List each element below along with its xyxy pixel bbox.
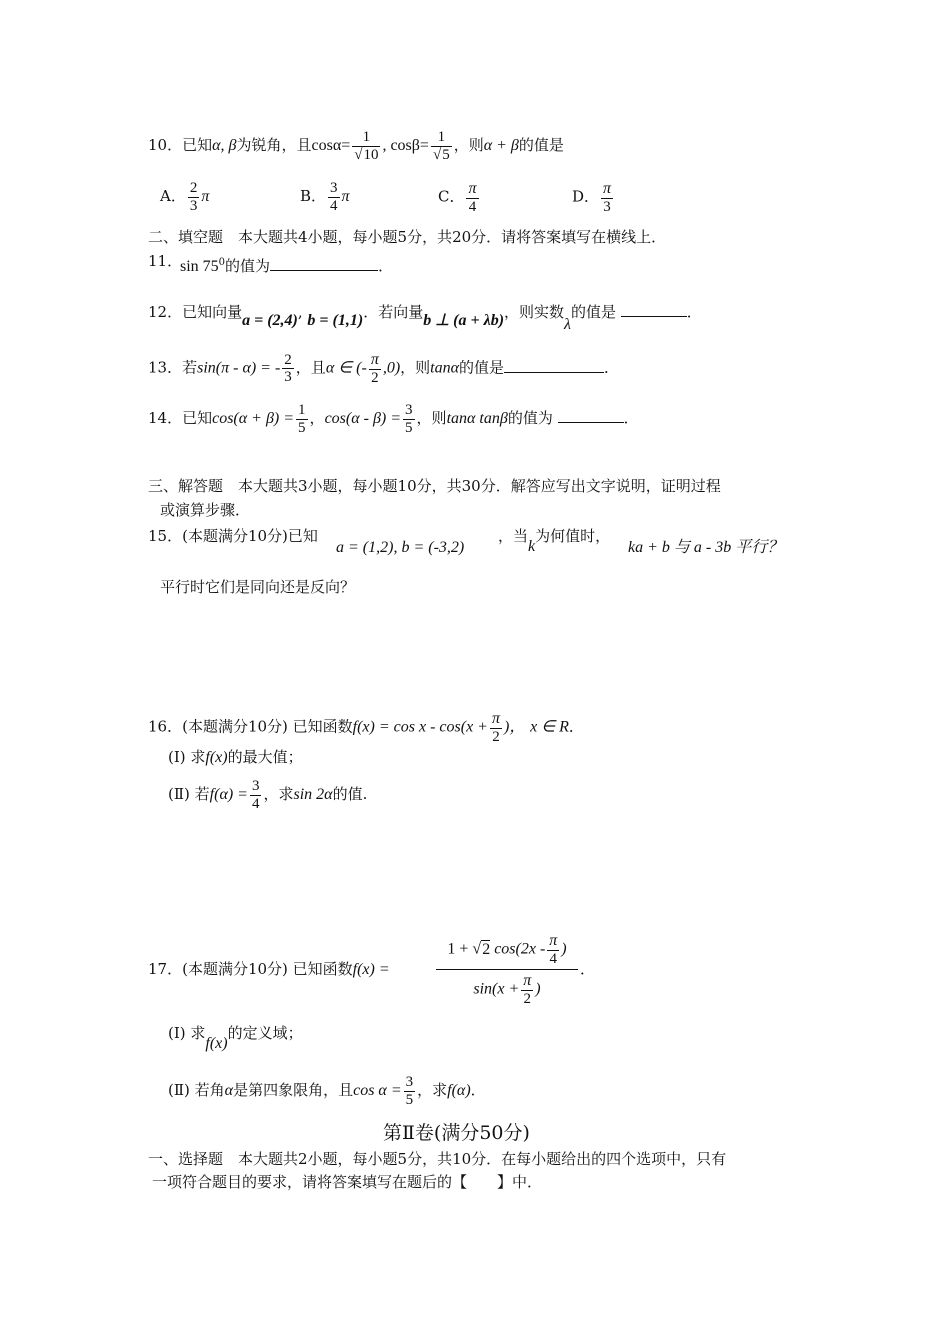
section-3-header: 三、解答题 本大题共3小题，每小题10分，共30分．解答应写出文字说明，证明过程 xyxy=(148,477,721,495)
part-2-title: 第Ⅱ卷(满分50分) xyxy=(383,1122,530,1144)
question-12: 12．已知向量a = (2,4), b = (1,1)．若向量b ⊥ (a + λb)，则实数λ的值是 ． xyxy=(148,303,702,333)
q14-blank xyxy=(558,421,624,423)
q15-line2: 平行时它们是同向还是反向？ xyxy=(160,578,356,596)
q17-end: ． xyxy=(580,960,596,978)
q10-option-a: A． $\frac{2}{3}$ π xyxy=(160,180,210,214)
q17-fraction xyxy=(436,932,578,1007)
q10-sum: α + β xyxy=(483,137,519,154)
question-16: 16．(本题满分10分) 已知函数f(x) = cos x - cos(x + $\frac{\pi}{2}$ )， x ∈ R． xyxy=(148,710,584,745)
q10-label: 10．已知 xyxy=(148,136,213,154)
q15-expr: ka + b 与 a - 3b 平行？ xyxy=(628,539,784,556)
q10-text: 为锐角，且 xyxy=(236,136,312,154)
q16-part1: (Ⅰ) 求f(x)的最大值； xyxy=(168,748,303,766)
q11-blank xyxy=(270,269,378,271)
q12-blank xyxy=(621,315,687,317)
q17-part1: (Ⅰ) 求f(x)的定义域； xyxy=(168,1024,303,1052)
q10-option-c: C． $\frac{\pi}{4}$ xyxy=(438,180,477,215)
q12-vector-a: a = (2,4) xyxy=(242,312,298,329)
q10-frac1: $\frac{1}{√10}$ xyxy=(354,129,379,163)
question-14: 14．已知cos(α + β) = $\frac{1}{5}$ ，cos(α - β) = $\frac{3}{5}$ ，则tanα tanβ的值为 ． xyxy=(148,402,639,436)
q17-numerator: 1 + √2 cos(2x - $\frac{\pi}{4}$ ) xyxy=(447,932,567,967)
section-3-header-cont: 或演算步骤． xyxy=(160,501,251,519)
question-10 xyxy=(148,129,564,163)
part-2-section-1-cont: 一项符合题目的要求，请将答案填写在题后的【 】中． xyxy=(152,1173,543,1191)
q12-condition: b ⊥ (a + λb) xyxy=(423,312,505,329)
q11-expr: sin 75 xyxy=(180,258,219,275)
q10-end: 的值是 xyxy=(518,136,564,154)
q17-denominator: sin(x + $\frac{\pi}{2}$ ) xyxy=(473,972,541,1007)
q17-part2: (Ⅱ) 若角α是第四象限角，且cos α = $\frac{3}{5}$ ，求f(α)． xyxy=(168,1074,486,1108)
q10-vars: α, β xyxy=(212,137,237,154)
q10-frac2: $\frac{1}{√5}$ xyxy=(432,129,450,163)
question-17: 17．(本题满分10分) 已知函数f(x) = xyxy=(148,960,390,978)
q13-blank xyxy=(504,371,604,373)
q10-tail: ，则 xyxy=(453,136,484,154)
q10-cos-alpha: cosα= xyxy=(311,137,351,154)
section-2-header: 二、填空题 本大题共4小题，每小题5分，共20分．请将答案填写在横线上． xyxy=(148,228,667,246)
q10-cos-beta: , cosβ= xyxy=(382,137,429,154)
q12-vector-b: b = (1,1) xyxy=(307,312,364,329)
q15-when: ，当k为何值时， xyxy=(498,527,611,555)
q10-option-b: B． $\frac{3}{4}$ π xyxy=(300,180,350,214)
part-2-section-1: 一、选择题 本大题共2小题，每小题5分，共10分．在每小题给出的四个选项中，只有 xyxy=(148,1150,727,1168)
question-15: 15．(本题满分10分)已知 xyxy=(148,527,318,545)
q16-part2: (Ⅱ) 若f(α) = $\frac{3}{4}$ ，求sin 2α的值. xyxy=(168,778,368,812)
question-13: 13．若sin(π - α) = - $\frac{2}{3}$ ，且α ∈ (- $\frac{\pi}{2}$ ,0)，则tanα的值是 ． xyxy=(148,351,620,386)
q15-vectors: a = (1,2), b = (-3,2) xyxy=(336,539,465,556)
question-11-body: $\sin 75^0$的值为 ． xyxy=(180,257,394,275)
question-11: 11． xyxy=(148,252,183,270)
q10-option-d: D． $\frac{\pi}{3}$ xyxy=(572,180,612,215)
